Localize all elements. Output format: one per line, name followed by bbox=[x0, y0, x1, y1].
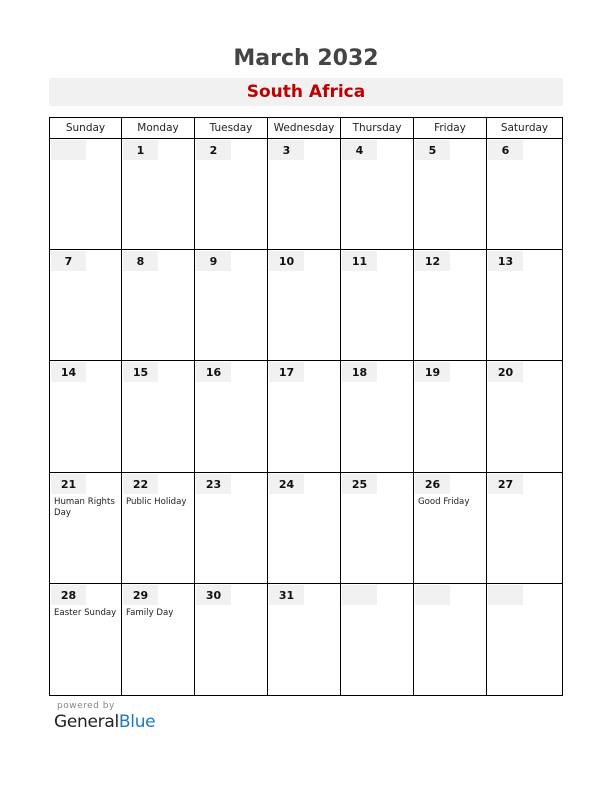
day-cell bbox=[122, 139, 195, 250]
day-number-box bbox=[51, 474, 86, 494]
day-number: 3 bbox=[282, 144, 291, 157]
day-cell bbox=[122, 473, 195, 584]
day-number: 14 bbox=[60, 366, 77, 380]
day-cell bbox=[122, 584, 195, 695]
day-number: 4 bbox=[355, 144, 364, 157]
day-cell bbox=[268, 250, 341, 361]
brand-blue: Blue bbox=[118, 712, 156, 732]
day-cell bbox=[341, 473, 414, 584]
day-number: 28 bbox=[60, 588, 77, 602]
day-number: 20 bbox=[497, 366, 514, 380]
calendar-grid bbox=[49, 117, 563, 696]
holiday-label: Good Friday bbox=[418, 496, 470, 507]
day-number: 15 bbox=[132, 366, 149, 380]
day-number-box bbox=[269, 585, 304, 605]
day-number: 24 bbox=[278, 477, 295, 491]
day-cell bbox=[414, 473, 487, 584]
day-number-box bbox=[488, 474, 523, 494]
day-cell bbox=[341, 361, 414, 472]
day-number-box bbox=[51, 140, 86, 160]
page-title: March 2032 bbox=[233, 46, 379, 71]
day-number: 21 bbox=[60, 477, 77, 491]
day-cell bbox=[50, 250, 122, 361]
weekday-header-saturday: Saturday bbox=[487, 118, 562, 139]
day-cell bbox=[50, 361, 122, 472]
day-number: 25 bbox=[351, 477, 368, 491]
day-cell bbox=[487, 473, 562, 584]
day-cell bbox=[487, 250, 562, 361]
day-number: 22 bbox=[132, 477, 149, 491]
day-number: 6 bbox=[501, 144, 510, 157]
weekday-header-thursday: Thursday bbox=[341, 118, 414, 139]
day-number: 12 bbox=[424, 255, 441, 269]
holiday-label: Public Holiday bbox=[126, 496, 187, 507]
day-cell bbox=[414, 361, 487, 472]
day-cell bbox=[50, 473, 122, 584]
day-number-box bbox=[488, 362, 523, 382]
day-cell bbox=[487, 361, 562, 472]
day-number: 2 bbox=[209, 144, 218, 157]
country-banner bbox=[49, 78, 563, 106]
holiday-label: Human Rights Day bbox=[54, 496, 115, 519]
day-number-box bbox=[123, 140, 158, 160]
day-number: 31 bbox=[278, 588, 295, 602]
day-number: 19 bbox=[424, 366, 441, 380]
day-cell bbox=[268, 139, 341, 250]
day-cell bbox=[50, 584, 122, 695]
day-number-box bbox=[51, 362, 86, 382]
weekday-header-friday: Friday bbox=[414, 118, 487, 139]
day-number-box bbox=[123, 362, 158, 382]
day-cell bbox=[195, 473, 268, 584]
day-cell bbox=[487, 584, 562, 695]
weekday-header-monday: Monday bbox=[122, 118, 195, 139]
day-number-box bbox=[51, 585, 86, 605]
day-number: 11 bbox=[351, 255, 368, 269]
day-number: 9 bbox=[209, 255, 218, 269]
day-number-box bbox=[342, 585, 377, 605]
day-number-box bbox=[269, 251, 304, 271]
day-number: 7 bbox=[64, 255, 73, 269]
day-cell bbox=[414, 250, 487, 361]
day-number-box bbox=[342, 140, 377, 160]
day-number: 8 bbox=[136, 255, 145, 269]
day-number-box bbox=[196, 585, 231, 605]
day-number-box bbox=[342, 474, 377, 494]
brand-general: General bbox=[54, 712, 119, 732]
day-cell bbox=[414, 584, 487, 695]
powered-by-label: powered by bbox=[57, 701, 115, 711]
day-cell bbox=[195, 361, 268, 472]
day-cell bbox=[195, 250, 268, 361]
day-cell bbox=[268, 584, 341, 695]
day-number-box bbox=[488, 140, 523, 160]
day-number-box bbox=[488, 251, 523, 271]
day-number-box bbox=[196, 140, 231, 160]
day-number-box bbox=[415, 362, 450, 382]
day-cell bbox=[50, 139, 122, 250]
day-cell bbox=[122, 250, 195, 361]
day-number-box bbox=[415, 585, 450, 605]
day-number: 30 bbox=[205, 588, 222, 602]
day-number-box bbox=[196, 251, 231, 271]
day-number: 18 bbox=[351, 366, 368, 380]
day-number-box bbox=[269, 474, 304, 494]
day-cell bbox=[341, 139, 414, 250]
holiday-label: Easter Sunday bbox=[54, 607, 117, 618]
day-number-box bbox=[123, 585, 158, 605]
weekday-header-wednesday: Wednesday bbox=[268, 118, 341, 139]
day-number-box bbox=[415, 251, 450, 271]
day-number: 16 bbox=[205, 366, 222, 380]
country-name: South Africa bbox=[246, 82, 366, 102]
day-number: 5 bbox=[428, 144, 437, 157]
day-number-box bbox=[196, 474, 231, 494]
generalblue-logo[interactable] bbox=[54, 712, 155, 732]
day-number-box bbox=[342, 251, 377, 271]
day-cell bbox=[122, 361, 195, 472]
day-number-box bbox=[269, 362, 304, 382]
day-number: 29 bbox=[132, 588, 149, 602]
weekday-header-sunday: Sunday bbox=[50, 118, 122, 139]
day-number: 27 bbox=[497, 477, 514, 491]
day-number-box bbox=[415, 474, 450, 494]
holiday-label: Family Day bbox=[126, 607, 174, 618]
day-number: 23 bbox=[205, 477, 222, 491]
day-number: 10 bbox=[278, 255, 295, 269]
day-cell bbox=[268, 361, 341, 472]
day-number-box bbox=[488, 585, 523, 605]
day-cell bbox=[195, 584, 268, 695]
day-cell bbox=[268, 473, 341, 584]
day-number: 1 bbox=[136, 144, 145, 157]
day-number-box bbox=[123, 474, 158, 494]
day-number-box bbox=[269, 140, 304, 160]
day-number-box bbox=[123, 251, 158, 271]
day-number: 13 bbox=[497, 255, 514, 269]
day-number-box bbox=[342, 362, 377, 382]
day-number-box bbox=[51, 251, 86, 271]
day-number: 26 bbox=[424, 477, 441, 491]
day-number-box bbox=[196, 362, 231, 382]
day-cell bbox=[487, 139, 562, 250]
day-number-box bbox=[415, 140, 450, 160]
day-number: 17 bbox=[278, 366, 295, 380]
weekday-header-tuesday: Tuesday bbox=[195, 118, 268, 139]
day-cell bbox=[341, 250, 414, 361]
day-cell bbox=[341, 584, 414, 695]
day-cell bbox=[414, 139, 487, 250]
day-cell bbox=[195, 139, 268, 250]
